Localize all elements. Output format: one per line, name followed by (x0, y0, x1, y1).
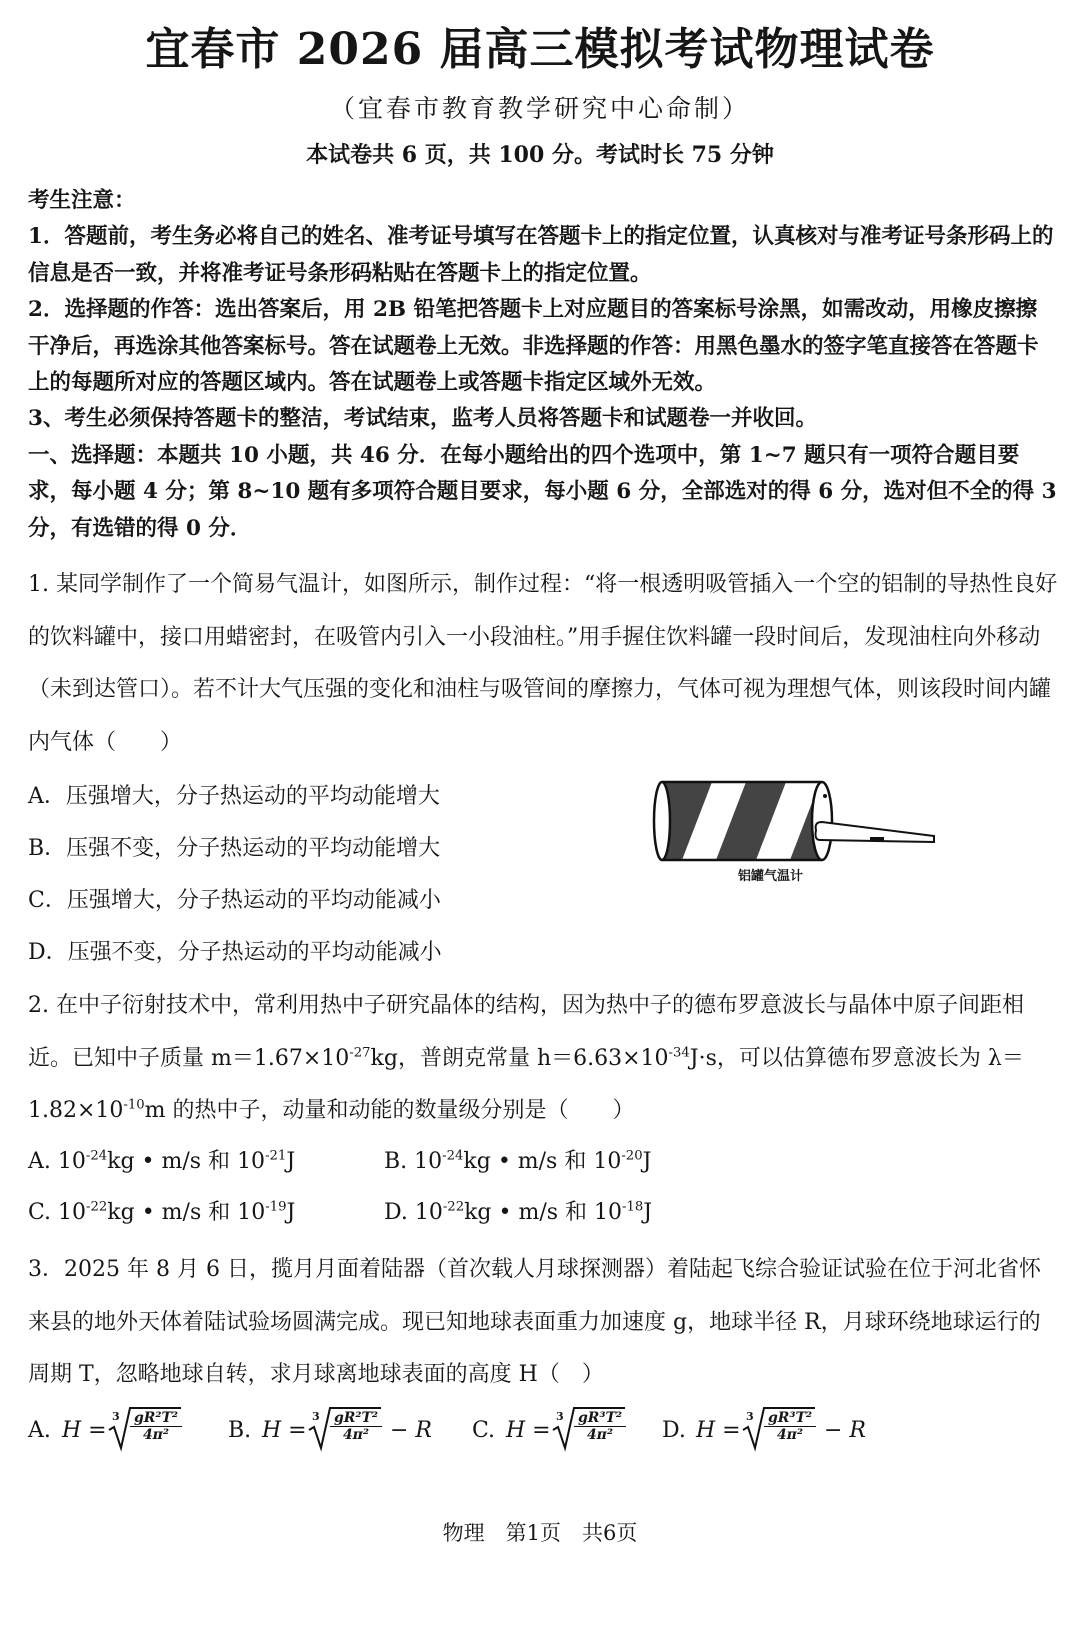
notice-item-3: 3、考生必须保持答题卡的整洁，考试结束，监考人员将答题卡和试题卷一并收回。 (28, 406, 817, 432)
q3-option-b: B. H = 3 $\frac{\text{gR²T²}}{\text{4π²}}$ − R (228, 1408, 428, 1464)
q2-text-c: J·s，可以估算德布罗意波长为 λ＝1.82×10 (28, 1045, 1024, 1123)
q2-text-b: kg，普朗克常量 h＝6.63×10 (370, 1045, 669, 1071)
q3-option-c: C. H = 3 $\frac{\text{gR³T²}}{\text{4π²}}$ (472, 1408, 652, 1464)
q2-text-d: m 的热中子，动量和动能的数量级分别是（ ） (144, 1098, 635, 1123)
question-2-text (28, 980, 1058, 1138)
question-3-stem (28, 1244, 1058, 1402)
q1-option-c: C．压强增大，分子热运动的平均动能减小 (28, 888, 441, 913)
question-1-stem (28, 559, 1058, 769)
question-2-stem (28, 980, 1058, 1138)
q1-option-d: D．压强不变，分子热运动的平均动能减小 (28, 940, 442, 965)
q2-exp-m: -27 (349, 1045, 371, 1061)
page-subtitle: （宜春市教育教学研究中心命制） (329, 94, 750, 123)
q2-exp-h: -34 (668, 1045, 690, 1061)
question-3-text: 3．2025 年 8 月 6 日，揽月月面着陆器（首次载人月球探测器）着陆起飞综合验证试验在位于河北省怀来县的地外天体着陆试验场圆满完成。现已知地球表面重力加速度 g，地球半径 R，月球环绕地球运行的周期 T，忽略地球自转，求月球离地球表面的高度 H（ ） (28, 1257, 1041, 1387)
page-title: 宜春市 2026 届高三模拟考试物理试卷 (145, 24, 935, 75)
figure-caption: 铝罐气温计 (738, 869, 804, 884)
q1-option-a: A．压强增大，分子热运动的平均动能增大 (28, 784, 440, 809)
question-1-text: 1. 某同学制作了一个简易气温计，如图所示，制作过程：“将一根透明吸管插入一个空的铝制的导热性良好的饮料罐中，接口用蜡密封，在吸管内引入一小段油柱。”用手握住饮料罐一段时间后，发现油柱向外移动（未到达管口）。若不计大气压强的变化和油柱与吸管间的摩擦力，气体可视为理想气体，则该段时间内罐内气体（ ） (28, 572, 1058, 755)
notice-item-1: 1．答题前，考生务必将自己的姓名、准考证号填写在答题卡上的指定位置，认真核对与准考证号条形码上的信息是否一致，并将准考证号条形码粘贴在答题卡上的指定位置。 (28, 224, 1054, 286)
notice-block (28, 183, 1058, 547)
q2-option-b: B. $10^{-24}kg$ • m/s 和 $10^{-20}J$ (384, 1148, 652, 1174)
q1-option-b: B．压强不变，分子热运动的平均动能增大 (28, 836, 441, 861)
page-footer: 物理 第1页 共6页 (442, 1521, 638, 1545)
q2-option-d: D. $10^{-22}kg$ • m/s 和 $10^{-18}J$ (384, 1199, 653, 1225)
exam-info: 本试卷共 6 页，共 100 分。考试时长 75 分钟 (306, 142, 774, 168)
q3-option-a: A. H = 3 $\frac{\text{gR²T²}}{\text{4π²}}$ (28, 1408, 208, 1464)
q2-option-a: A. $10^{-24}kg$ • m/s 和 $10^{-21}J$ (28, 1148, 296, 1174)
notice-item-2: 2．选择题的作答：选出答案后，用 2B 铅笔把答题卡上对应题目的答案标号涂黑，如需改动，用橡皮擦擦干净后，再选涂其他答案标号。答在试题卷上无效。非选择题的作答：用黑色墨水的签字笔直接答在答题卡上的每题所对应的答题区域内。答在试题卷上或答题卡指定区域外无效。 (28, 297, 1039, 396)
section-heading: 一、选择题：本题共 10 小题，共 46 分．在每小题给出的四个选项中，第 1~7 题只有一项符合题目要求，每小题 4 分；第 8~10 题有多项符合题目要求，每小题 6 分，全部选对的得 6 分，选对但不全的得 3 分，有选错的得 0 分． (28, 442, 1057, 541)
q2-text-a: 2. 在中子衍射技术中，常利用热中子研究晶体的结构，因为热中子的德布罗意波长与晶体中原子间距相近。已知中子质量 m＝1.67×10 (28, 993, 1024, 1071)
q2-exp-l: -10 (123, 1097, 145, 1113)
notice-heading: 考生注意： (28, 188, 136, 213)
q2-option-c: C. $10^{-22}kg$ • m/s 和 $10^{-19}J$ (28, 1199, 296, 1225)
q3-option-d: D. H = 3 $\frac{\text{gR³T²}}{\text{4π²}}$ − R (662, 1408, 872, 1464)
can-thermometer-figure (648, 778, 948, 868)
